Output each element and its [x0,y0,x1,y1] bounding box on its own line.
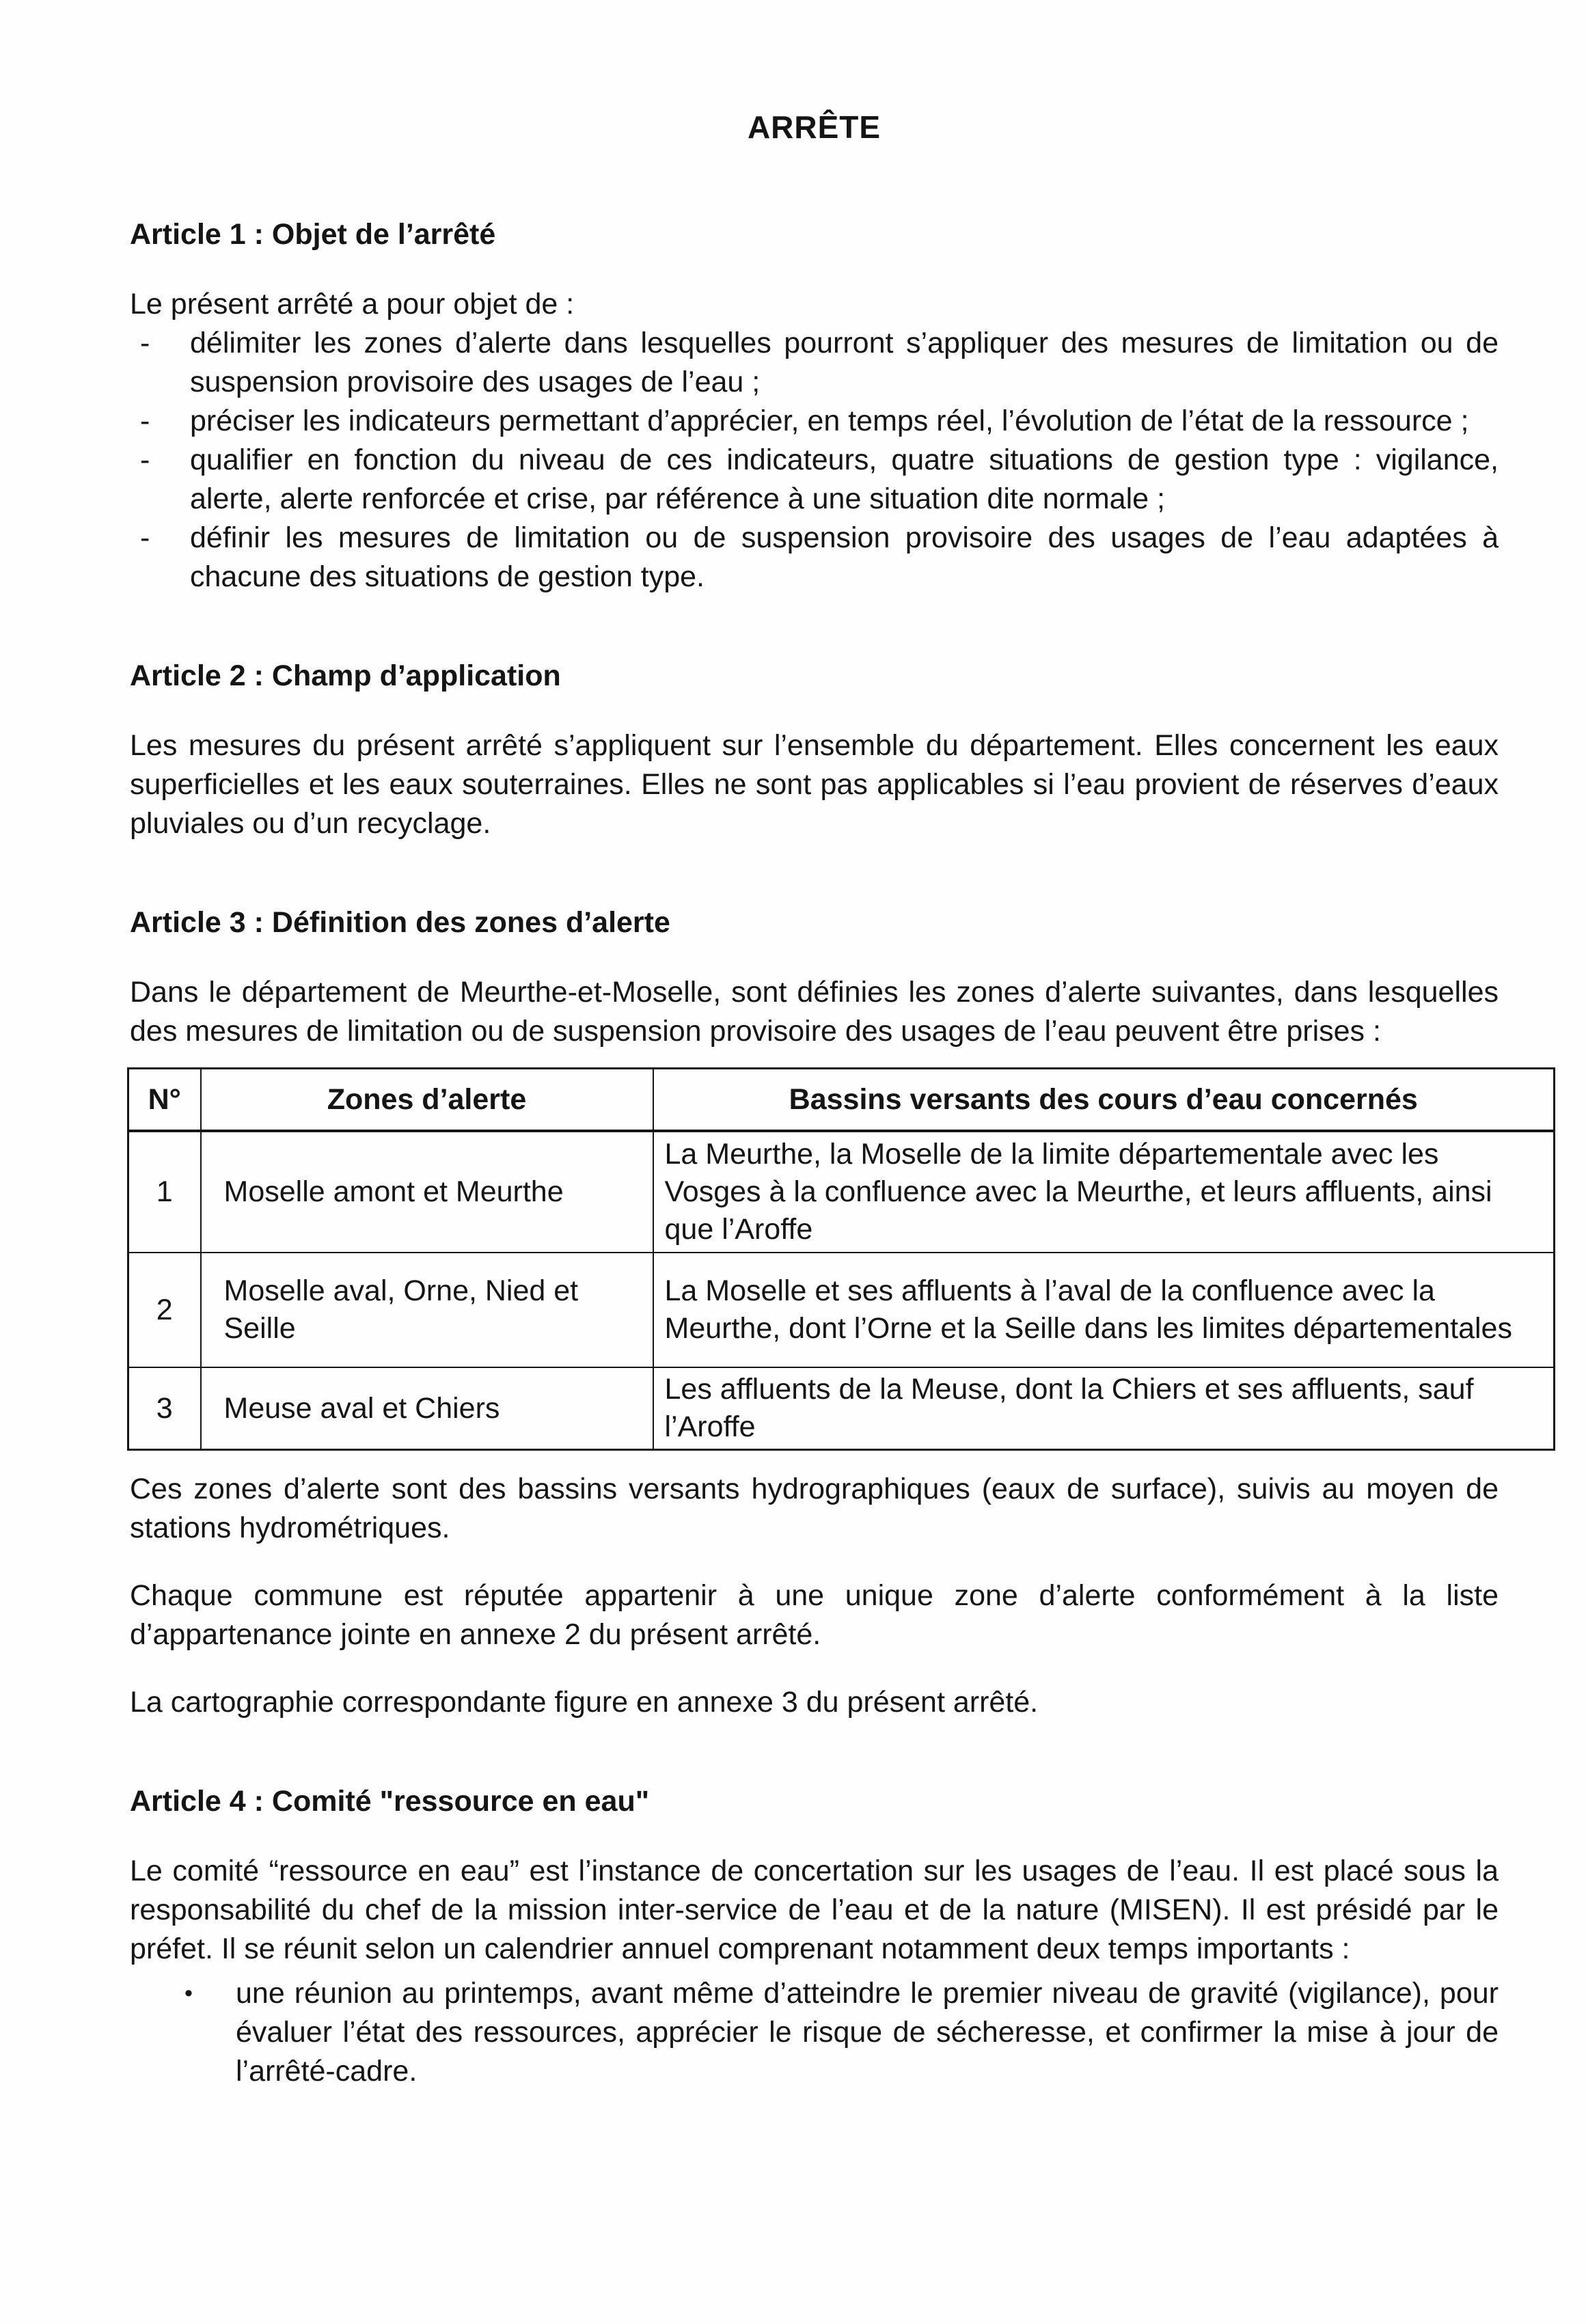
dash-marker: - [140,443,150,476]
article-3-heading: Article 3 : Définition des zones d’alerte [130,906,670,939]
list-item-text: préciser les indicateurs permettant d’apprécier, en temps réel, l’évolution de l’état de la ressource ; [190,405,1469,437]
article-2-section [130,657,1499,843]
list-item-text: délimiter les zones d’alerte dans lesquelles pourront s’appliquer des mesures de limitation ou de suspension provisoire des usages de l’eau ; [190,327,1499,398]
article-4-bullet-list [130,1974,1499,2091]
bullet-marker: • [184,1980,193,2006]
article-2-heading: Article 2 : Champ d’application [130,659,561,692]
list-item [184,1974,1499,2091]
paragraph-zones-bassins: Ces zones d’alerte sont des bassins versants hydrographiques (eaux de surface), suivis au moyen de stations hydrométriques. [130,1473,1499,1544]
list-item [140,441,1499,519]
cell-zone: Moselle aval, Orne, Nied et Seille [201,1253,653,1367]
list-item-text: qualifier en fonction du niveau de ces indicateurs, quatre situations de gestion type : vigilance, alerte, alerte renforcée et crise, par référence à une situation dite normale ; [190,443,1499,515]
article-1-dash-list [130,324,1499,597]
article-4-body: Le comité “ressource en eau” est l’instance de concertation sur les usages de l’eau. Il est placé sous la responsabilité du chef de la mission inter-service de l’eau et de la nature (MISEN). Il est présidé par le préfet. Il se réunit selon un calendrier annuel comprenant notamment deux temps importants : [130,1855,1499,1965]
cell-num: 1 [128,1131,201,1253]
table-row [128,1367,1555,1450]
cell-bassins: La Meurthe, la Moselle de la limite départementale avec les Vosges à la confluence avec la Meurthe, et leurs affluents, ainsi que l’Aroffe [653,1131,1555,1253]
list-item-text: définir les mesures de limitation ou de suspension provisoire des usages de l’eau adaptées à chacune des situations de gestion type. [190,521,1499,593]
article-4-heading: Article 4 : Comité "ressource en eau" [130,1785,650,1818]
article-3-body: Dans le département de Meurthe-et-Moselle, sont définies les zones d’alerte suivantes, dans lesquelles des mesures de limitation ou de suspension provisoire des usages de l’eau peuvent être prises : [130,976,1499,1048]
article-2-body: Les mesures du présent arrêté s’appliquent sur l’ensemble du département. Elles concernent les eaux superficielles et les eaux souterraines. Elles ne sont pas applicables si l’eau provient de réserves d’eaux pluviales ou d’un recyclage. [130,729,1499,840]
article-1-intro: Le présent arrêté a pour objet de : [130,288,575,320]
list-item [140,324,1499,402]
article-4-section [130,1782,1499,2091]
table-row [128,1253,1555,1367]
table-header-row [128,1069,1555,1132]
cell-zone: Moselle amont et Meurthe [201,1131,653,1253]
list-item-text: une réunion au printemps, avant même d’atteindre le premier niveau de gravité (vigilance), pour évaluer l’état des ressources, apprécier le risque de sécheresse, et confirmer la mise à jour de l’arrêté-cadre. [236,1977,1499,2088]
zones-alerte-table [127,1067,1555,1451]
paragraph-commune-unique: Chaque commune est réputée appartenir à une unique zone d’alerte conformément à la liste d’appartenance jointe en annexe 2 du présent arrêté. [130,1579,1499,1651]
cell-num: 3 [128,1367,201,1450]
table-row [128,1131,1555,1253]
list-item [140,402,1499,441]
article-1-heading: Article 1 : Objet de l’arrêté [130,218,496,251]
document-title: ARRÊTE [747,109,881,145]
paragraph-cartographie: La cartographie correspondante figure en annexe 3 du présent arrêté. [130,1686,1039,1719]
cell-bassins: La Moselle et ses affluents à l’aval de la confluence avec la Meurthe, dont l’Orne et la Seille dans les limites départementales [653,1253,1555,1367]
table-header-bassins: Bassins versants des cours d’eau concernés [653,1069,1555,1132]
article-3-section [130,903,1512,1722]
cell-bassins: Les affluents de la Meuse, dont la Chiers et ses affluents, sauf l’Aroffe [653,1367,1555,1450]
dash-marker: - [140,327,150,359]
table-header-zones: Zones d’alerte [201,1069,653,1132]
list-item [140,519,1499,597]
cell-zone: Meuse aval et Chiers [201,1367,653,1450]
cell-num: 2 [128,1253,201,1367]
article-1-section [130,215,1499,597]
dash-marker: - [140,521,150,554]
dash-marker: - [140,405,150,437]
table-header-num: N° [128,1069,201,1132]
